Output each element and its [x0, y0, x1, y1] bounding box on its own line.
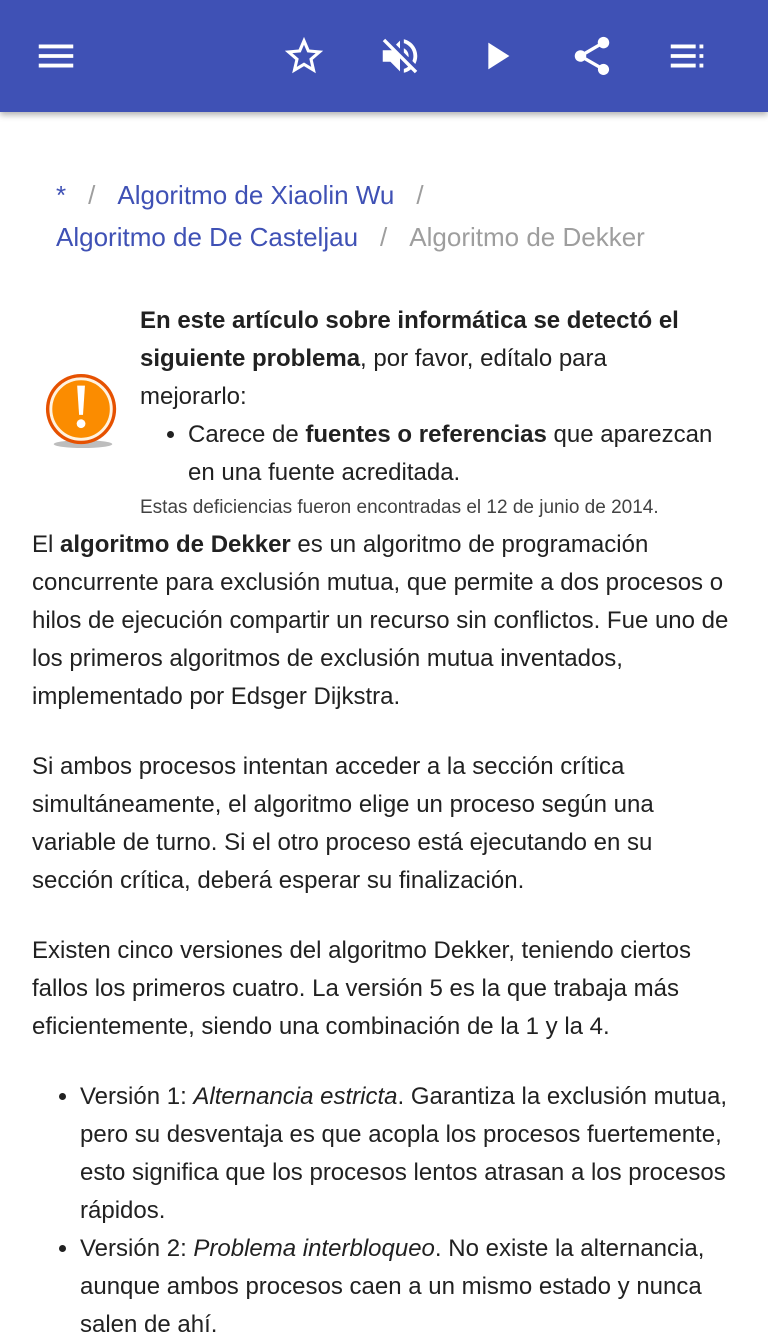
menu-button[interactable]	[20, 20, 92, 92]
breadcrumb-separator: /	[416, 180, 424, 210]
paragraph-1	[32, 526, 736, 716]
app-bar	[0, 0, 768, 112]
mute-button[interactable]	[364, 20, 436, 92]
playlist-icon	[665, 33, 711, 79]
list-item-text: . No existe la alternancia, aunque ambos procesos caen a un mismo estado y nunca salen de ahí.	[80, 1235, 705, 1338]
list-item-text: Versión 1:	[80, 1083, 194, 1110]
article-content	[0, 112, 768, 1338]
list-item-emphasis: Problema interbloqueo	[193, 1235, 435, 1262]
paragraph-text: El	[32, 531, 61, 558]
breadcrumb-link-root[interactable]: *	[56, 180, 67, 210]
breadcrumb-link-de-casteljau[interactable]: Algoritmo de De Casteljau	[56, 222, 359, 252]
notice-issue-item	[188, 416, 720, 492]
star-outline-icon	[281, 33, 327, 79]
share-button[interactable]	[556, 20, 628, 92]
paragraph-text: es un algoritmo de programación concurrente para exclusión mutua, que permite a dos procesos o hilos de ejecución compartir un recurso sin conflictos. Fue uno de los primeros algoritmos de exclusión mutua inventados, implementado por Edsger Dijkstra.	[32, 531, 729, 710]
notice-issue-text-end: que aparezcan en una fuente acreditada.	[188, 421, 713, 486]
breadcrumb-separator: /	[88, 180, 96, 210]
article-term: algoritmo de Dekker	[60, 531, 291, 558]
notice-heading: En este artículo sobre informática se detectó el siguiente problema	[140, 307, 679, 372]
list-item-text: Versión 2:	[80, 1235, 194, 1262]
notice-date: Estas deficiencias fueron encontradas el 12 de junio de 2014.	[140, 497, 659, 518]
notice-issue-text: Carece de	[188, 421, 306, 448]
favorite-button[interactable]	[268, 20, 340, 92]
breadcrumb-separator: /	[380, 222, 388, 252]
versions-list	[32, 1078, 736, 1344]
list-item	[80, 1078, 736, 1230]
breadcrumb	[56, 174, 736, 258]
list-item-text: . Garantiza la exclusión mutua, pero su desventaja es que acopla los procesos fuertemente, esto significa que los procesos lentos atrasan a los procesos rápidos.	[80, 1083, 727, 1224]
paragraph-2: Si ambos procesos intentan acceder a la sección crítica simultáneamente, el algoritmo elige un proceso según una variable de turno. Si el otro proceso está ejecutando en su sección crítica, deberá esperar su finalización.	[32, 753, 654, 894]
paragraph-3: Existen cinco versiones del algoritmo Dekker, teniendo ciertos fallos los primeros cuatro. La versión 5 es la que trabaja más eficientemente, siendo una combinación de la 1 y la 4.	[32, 937, 691, 1040]
warning-icon	[44, 372, 122, 450]
play-icon	[473, 33, 519, 79]
share-icon	[569, 33, 615, 79]
list-item	[80, 1230, 736, 1344]
notice-issue-bold: fuentes o referencias	[305, 421, 547, 448]
contents-button[interactable]	[652, 20, 724, 92]
article-body	[32, 526, 736, 1344]
play-button[interactable]	[460, 20, 532, 92]
list-item-emphasis: Alternancia estricta	[193, 1083, 398, 1110]
breadcrumb-current: Algoritmo de Dekker	[409, 222, 645, 252]
maintenance-notice	[32, 302, 732, 522]
notice-issues-list	[140, 416, 720, 492]
volume-off-icon	[377, 33, 423, 79]
breadcrumb-link-xiaolin-wu[interactable]: Algoritmo de Xiaolin Wu	[117, 180, 395, 210]
notice-text	[140, 302, 720, 492]
menu-icon	[33, 33, 79, 79]
notice-body: , por favor, edítalo para mejorarlo:	[140, 345, 607, 410]
